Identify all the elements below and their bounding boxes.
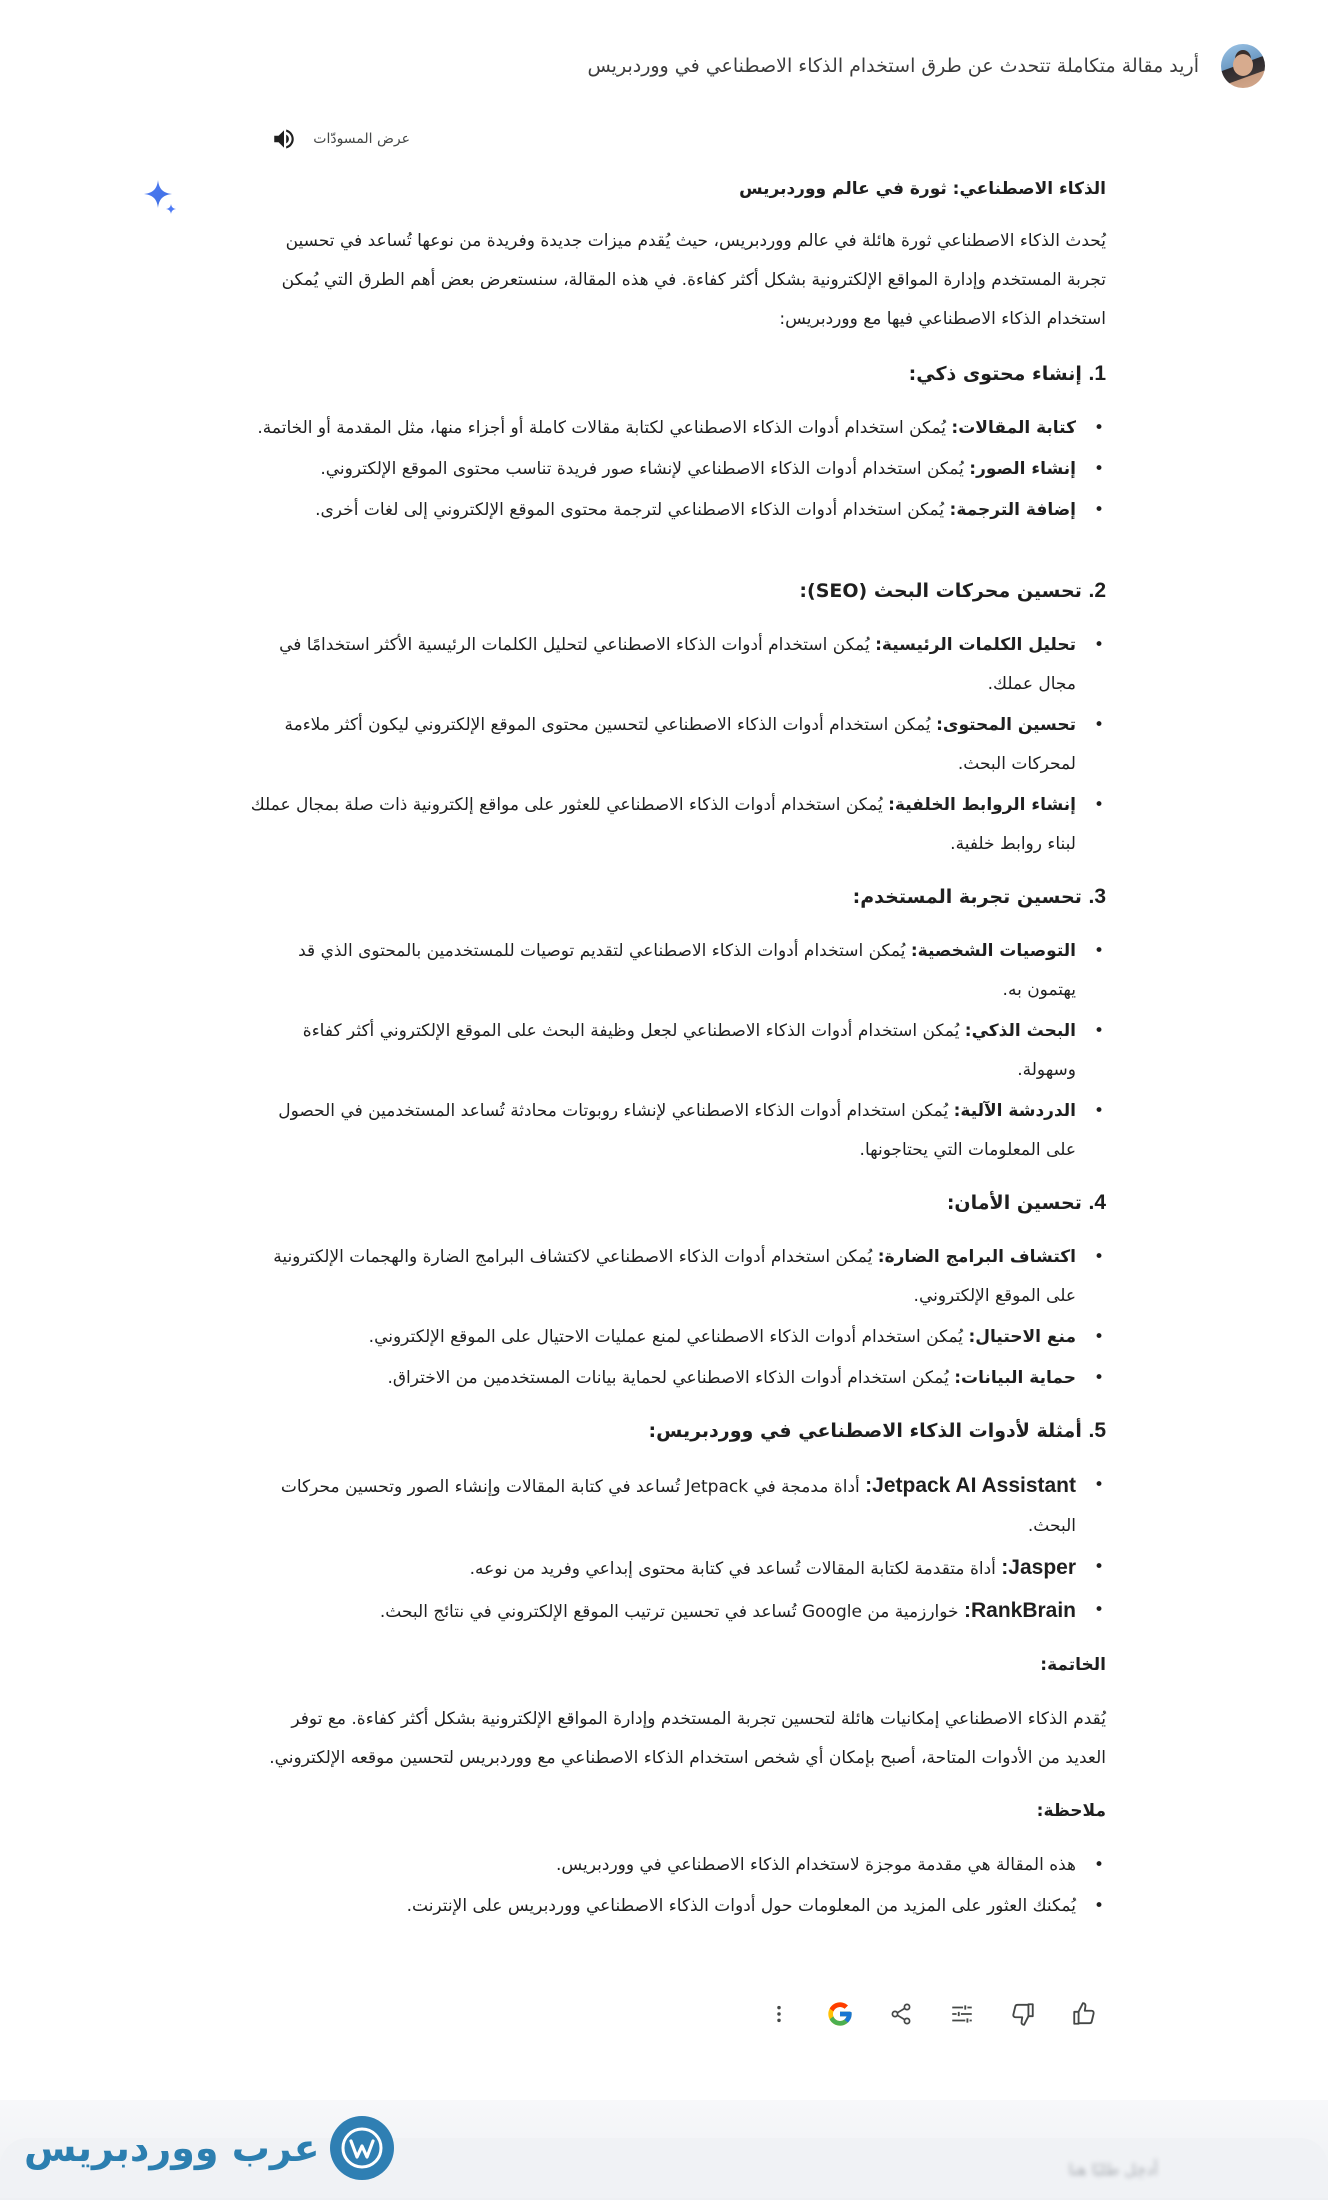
list-item: • هذه المقالة هي مقدمة موجزة لاستخدام الذكاء الاصطناعي في ووردبريس. (246, 1846, 1076, 1885)
response-intro: يُحدث الذكاء الاصطناعي ثورة هائلة في عالم ووردبريس، حيث يُقدم ميزات جديدة وفريدة من نوعها تُساعد في تحسين تجربة المستخدم وإدارة المواقع الإلكترونية بشكل أكثر كفاءة. في هذه المقالة، سنستعرض بعض أهم الطرق التي يُمكن استخدام الذكاء الاصطناعي فيها مع ووردبريس: (281, 231, 1106, 329)
list-item: • الدردشة الآلية: يُمكن استخدام أدوات الذكاء الاصطناعي لإنشاء روبوتات محادثة تُساعد المستخدمين في الحصول على المعلومات التي يحتاجونها. (246, 1092, 1076, 1170)
thumb-down-icon[interactable] (992, 1992, 1053, 2036)
list-item: • اكتشاف البرامج الضارة: يُمكن استخدام أدوات الذكاء الاصطناعي لاكتشاف البرامج الضارة والهجمات الإلكترونية على الموقع الإلكتروني. (246, 1238, 1076, 1316)
note-list (246, 1846, 1106, 1926)
list-item: • يُمكنك العثور على المزيد من المعلومات حول أدوات الذكاء الاصطناعي ووردبريس على الإنترنت. (246, 1887, 1076, 1926)
brand-watermark (24, 2116, 394, 2180)
share-icon[interactable] (870, 1992, 931, 2036)
list-item: • Jasper: أداة متقدمة لكتابة المقالات تُساعد في كتابة محتوى إبداعي وفريد من نوعه. (246, 1548, 1076, 1589)
tune-icon[interactable] (931, 1992, 992, 2036)
section-heading: 1. إنشاء محتوى ذكي: (908, 362, 1106, 385)
show-drafts-label[interactable]: عرض المسودّات (313, 131, 410, 147)
section-heading: 2. تحسين محركات البحث (SEO): (799, 579, 1106, 602)
prompt-placeholder: أدخِل طلبًا هنا (1068, 2160, 1158, 2179)
list-item: • البحث الذكي: يُمكن استخدام أدوات الذكاء الاصطناعي لجعل وظيفة البحث على الموقع الإلكتروني أكثر كفاءة وسهولة. (246, 1012, 1076, 1090)
list-item: • Jetpack AI Assistant: أداة مدمجة في Jetpack تُساعد في كتابة المقالات وإنشاء الصور وتحسين محركات البحث. (246, 1466, 1076, 1546)
speaker-icon[interactable] (269, 124, 299, 154)
list-item: • إنشاء الصور: يُمكن استخدام أدوات الذكاء الاصطناعي لإنشاء صور فريدة تناسب محتوى الموقع الإلكتروني. (246, 450, 1076, 489)
sparkle-icon (140, 176, 180, 216)
show-drafts[interactable] (269, 124, 410, 154)
list-item: • إنشاء الروابط الخلفية: يُمكن استخدام أدوات الذكاء الاصطناعي للعثور على مواقع إلكترونية ذات صلة بمجال عملك لبناء روابط خلفية. (246, 786, 1076, 864)
conclusion-text: يُقدم الذكاء الاصطناعي إمكانيات هائلة لتحسين تجربة المستخدم وإدارة المواقع الإلكترونية بشكل أكثر كفاءة. مع توفر العديد من الأدوات المتاحة، أصبح بإمكان أي شخص استخدام الذكاء الاصطناعي مع ووردبريس لتحسين موقعه الإلكتروني. (269, 1709, 1106, 1768)
list-item: • تحسين المحتوى: يُمكن استخدام أدوات الذكاء الاصطناعي لتحسين محتوى الموقع الإلكتروني ليكون أكثر ملاءمة لمحركات البحث. (246, 706, 1076, 784)
list-item: • منع الاحتيال: يُمكن استخدام أدوات الذكاء الاصطناعي لمنع عمليات الاحتيال على الموقع الإلكتروني. (246, 1318, 1076, 1357)
response-content (246, 174, 1106, 1928)
list-item: • كتابة المقالات: يُمكن استخدام أدوات الذكاء الاصطناعي لكتابة مقالات كاملة أو أجزاء منها، مثل المقدمة أو الخاتمة. (246, 409, 1076, 448)
note-heading: ملاحظة: (1036, 1801, 1106, 1821)
list-item: • إضافة الترجمة: يُمكن استخدام أدوات الذكاء الاصطناعي لترجمة محتوى الموقع الإلكتروني إلى لغات أخرى. (246, 491, 1076, 530)
section-list (246, 932, 1106, 1170)
response-actions (748, 1992, 1114, 2036)
brand-name: عرب ووردبريس (24, 2126, 320, 2170)
section-list (246, 626, 1106, 864)
thumb-up-icon[interactable] (1053, 1992, 1114, 2036)
wordpress-logo-icon (330, 2116, 394, 2180)
section-heading: 4. تحسين الأمان: (946, 1191, 1106, 1214)
list-item: • حماية البيانات: يُمكن استخدام أدوات الذكاء الاصطناعي لحماية بيانات المستخدمين من الاختراق. (246, 1359, 1076, 1398)
section-heading: 5. أمثلة لأدوات الذكاء الاصطناعي في ووردبريس: (648, 1419, 1106, 1442)
avatar[interactable] (1221, 44, 1265, 88)
google-icon[interactable] (809, 1992, 870, 2036)
list-item: • RankBrain: خوارزمية من Google تُساعد في تحسين ترتيب الموقع الإلكتروني في نتائج البحث. (246, 1591, 1076, 1632)
conclusion-heading: الخاتمة: (1040, 1655, 1106, 1675)
user-prompt-row (500, 44, 1265, 88)
list-item: • التوصيات الشخصية: يُمكن استخدام أدوات الذكاء الاصطناعي لتقديم توصيات للمستخدمين بالمحتوى الذي قد يهتمون به. (246, 932, 1076, 1010)
user-prompt-text: أريد مقالة متكاملة تتحدث عن طرق استخدام الذكاء الاصطناعي في ووردبريس (587, 55, 1199, 77)
section-list (246, 1466, 1106, 1632)
list-item: • تحليل الكلمات الرئيسية: يُمكن استخدام أدوات الذكاء الاصطناعي لتحليل الكلمات الرئيسية الأكثر استخدامًا في مجال عملك. (246, 626, 1076, 704)
section-list (246, 409, 1106, 530)
section-heading: 3. تحسين تجربة المستخدم: (852, 885, 1106, 908)
section-list (246, 1238, 1106, 1398)
response-title: الذكاء الاصطناعي: ثورة في عالم ووردبريس (739, 179, 1106, 199)
more-vert-icon[interactable] (748, 1992, 809, 2036)
